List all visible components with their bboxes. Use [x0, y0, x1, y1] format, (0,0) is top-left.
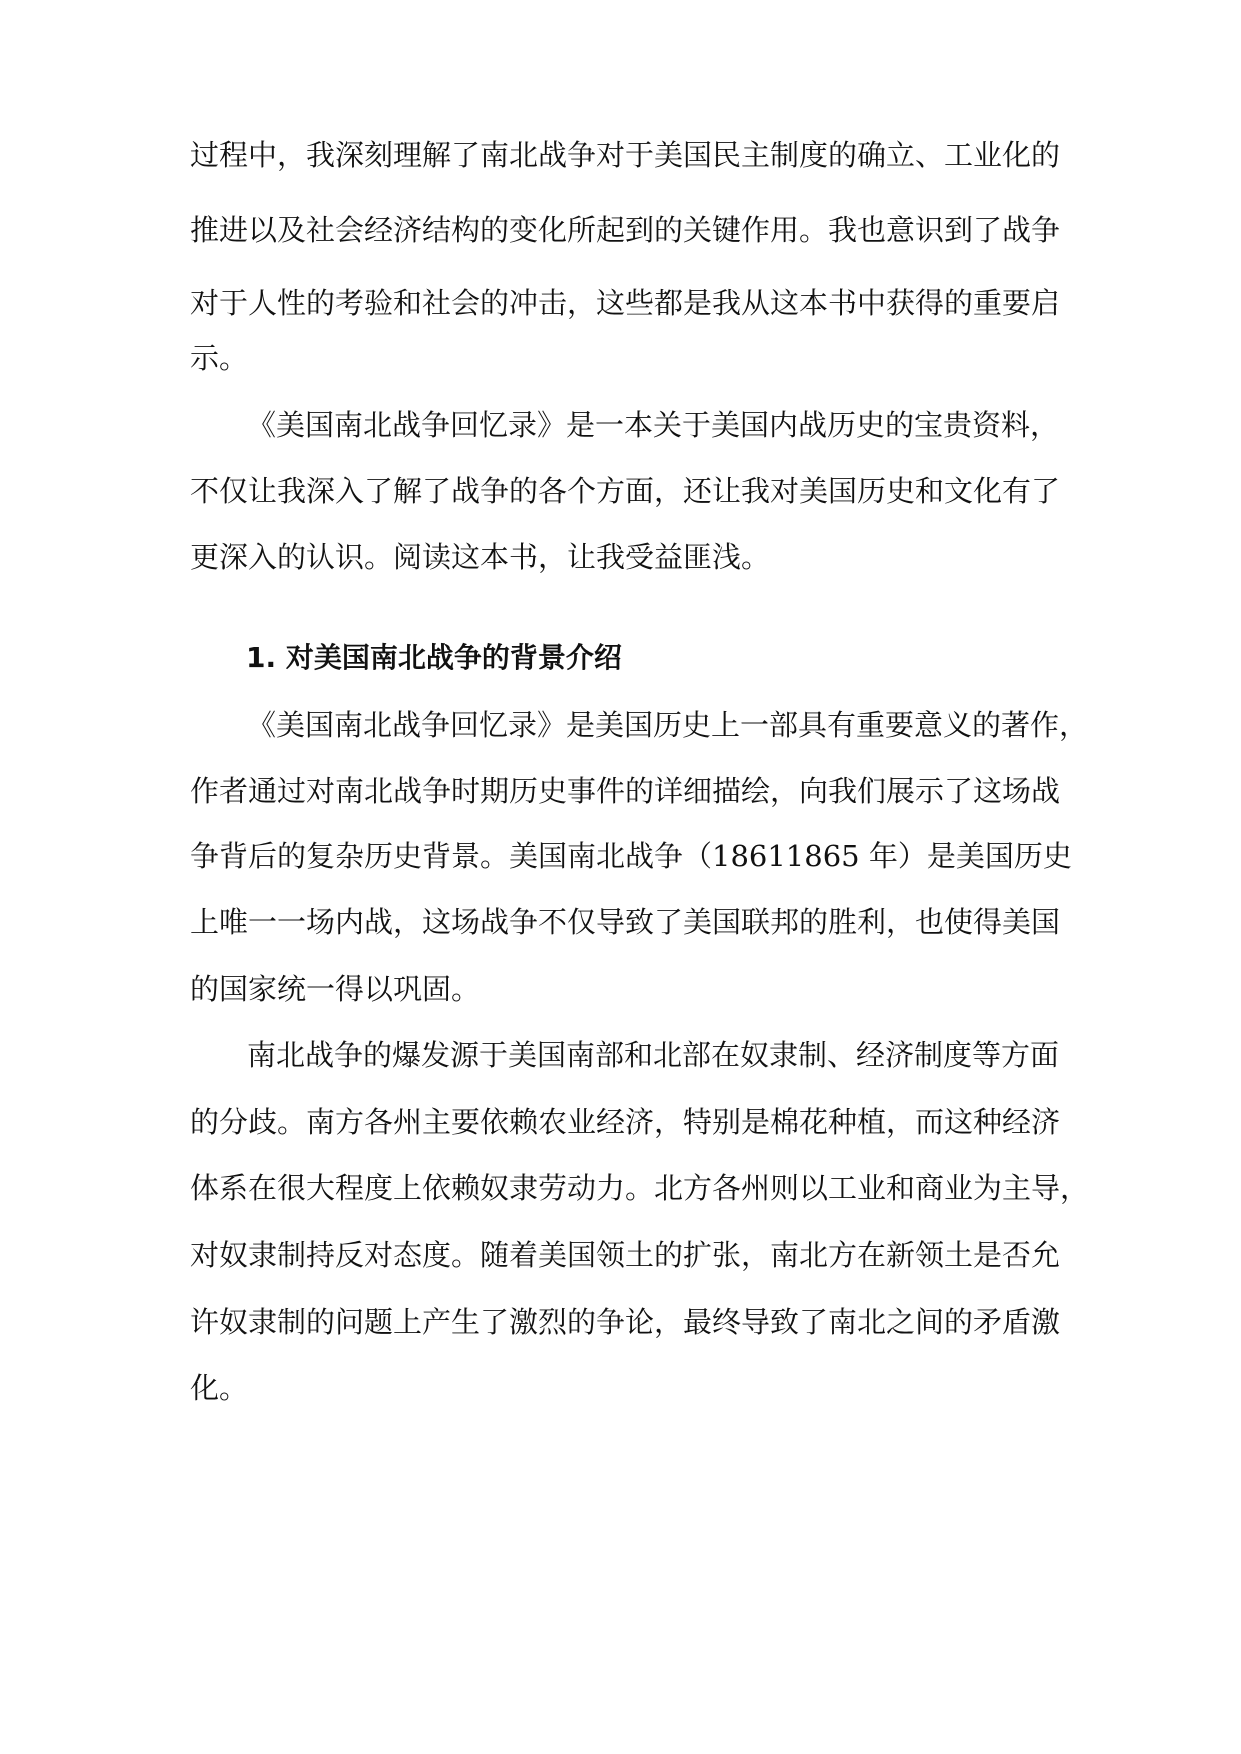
- text-line: 体系在很大程度上依赖奴隶劳动力。北方各州则以工业和商业为主导，: [190, 1171, 1090, 1205]
- text-line: 过程中，我深刻理解了南北战争对于美国民主制度的确立、工业化的: [190, 138, 1061, 172]
- text-line: 对于人性的考验和社会的冲击，这些都是我从这本书中获得的重要启: [190, 286, 1061, 320]
- text-line: 更深入的认识。阅读这本书，让我受益匪浅。: [190, 540, 771, 574]
- text-line: 示。: [190, 341, 249, 375]
- text-line: 南北战争的爆发源于美国南部和北部在奴隶制、经济制度等方面: [247, 1038, 1060, 1072]
- text-line: 的分歧。南方各州主要依赖农业经济，特别是棉花种植，而这种经济: [190, 1105, 1061, 1139]
- text-line: 化。: [190, 1371, 249, 1405]
- text-line: 争背后的复杂历史背景。美国南北战争（18611865 年）是美国历史: [190, 839, 1072, 873]
- text-line: 许奴隶制的问题上产生了激烈的争论，最终导致了南北之间的矛盾激: [190, 1305, 1061, 1339]
- section-heading: 1. 对美国南北战争的背景介绍: [246, 641, 622, 674]
- text-line: 《美国南北战争回忆录》是美国历史上一部具有重要意义的著作，: [247, 708, 1089, 742]
- text-line: 上唯一一场内战，这场战争不仅导致了美国联邦的胜利，也使得美国: [190, 905, 1061, 939]
- text-line: 的国家统一得以巩固。: [190, 972, 481, 1006]
- text-line: 《美国南北战争回忆录》是一本关于美国内战历史的宝贵资料，: [247, 408, 1060, 442]
- text-line: 不仅让我深入了解了战争的各个方面，还让我对美国历史和文化有了: [190, 474, 1061, 508]
- text-line: 作者通过对南北战争时期历史事件的详细描绘，向我们展示了这场战: [190, 774, 1061, 808]
- text-line: 推进以及社会经济结构的变化所起到的关键作用。我也意识到了战争: [190, 213, 1061, 247]
- text-line: 对奴隶制持反对态度。随着美国领土的扩张，南北方在新领土是否允: [190, 1238, 1061, 1272]
